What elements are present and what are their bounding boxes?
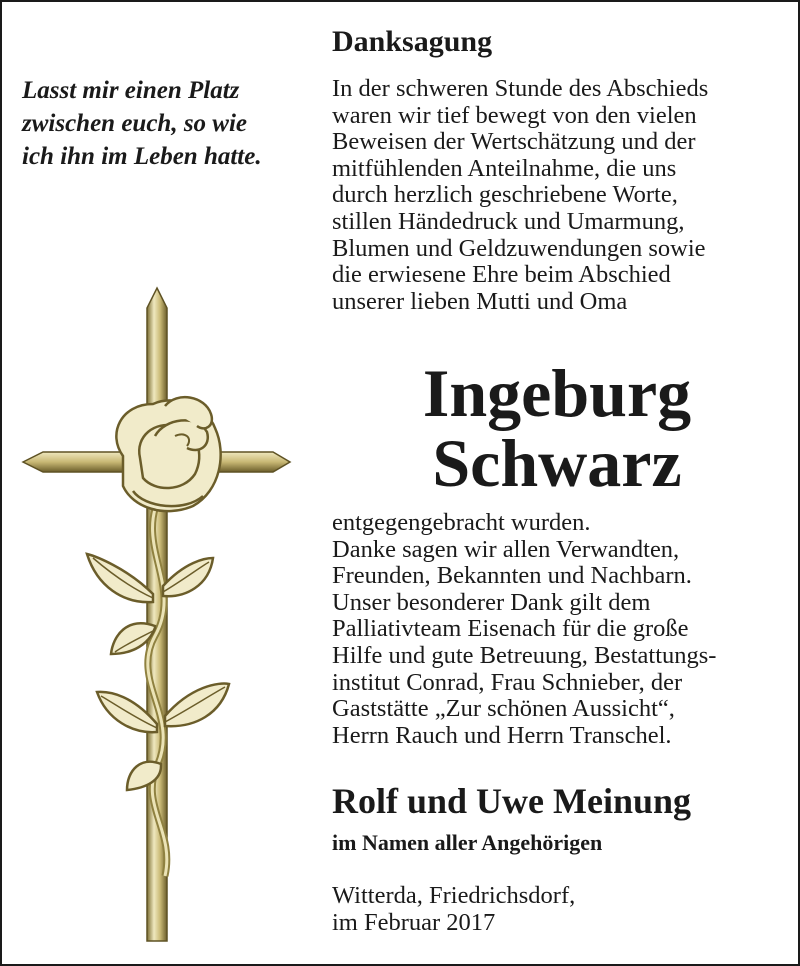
- place-and-date: Witterda, Friedrichsdorf, im Februar 2017: [332, 882, 576, 936]
- cross-with-rose-icon: [15, 286, 300, 946]
- deceased-name: Ingeburg Schwarz: [422, 355, 692, 501]
- thanks-paragraph-1: In der schweren Stunde des Abschieds waren wir tief bewegt von den vielen Beweisen der Wertschätzung und der mitfühlenden Anteilnahme, die uns durch herzlich geschriebene Worte, stillen Händedruck und Umarmung, Blumen und Geldzuwendungen sowie die erwiesene Ehre beim Abschied unserer lieben Mutti und Oma: [332, 75, 709, 315]
- motto-quote: Lasst mir einen Platz zwischen euch, so wie ich ihn im Leben hatte.: [22, 77, 262, 170]
- signers-note: im Namen aller Angehörigen: [332, 830, 603, 855]
- heading-danksagung: Danksagung: [332, 25, 493, 58]
- signers-name: Rolf und Uwe Meinung: [332, 781, 692, 821]
- thanks-paragraph-2: entgegengebracht wurden. Danke sagen wir allen Verwandten, Freunden, Bekannten und Nachbarn. Unser besonderer Dank gilt dem Palliativteam Eisenach für die große Hilfe und gute Betreuung, Bestattungs- institut Conrad, Frau Schnieber, der Gaststätte „Zur schönen Aussicht“, Herrn Rauch und Herrn Transchel.: [332, 509, 717, 749]
